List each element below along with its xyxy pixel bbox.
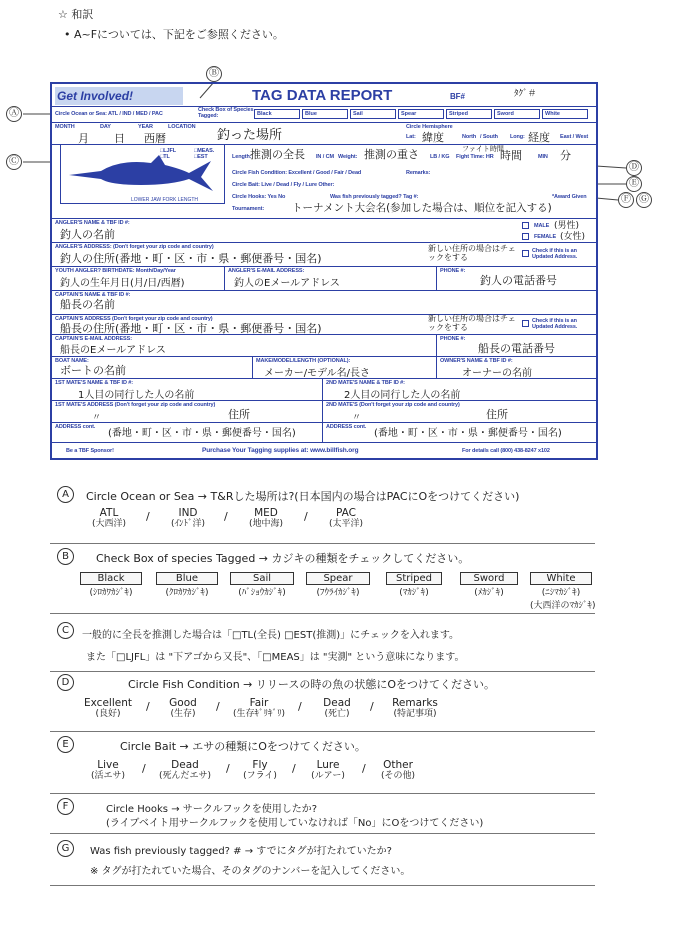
option-good: Good (生存) <box>169 697 197 719</box>
angler-email-value[interactable]: 釣人のEメールアドレス <box>234 278 340 289</box>
option-atl: ATL (大西洋) <box>91 507 127 529</box>
first-mate-address-value[interactable]: 住所 <box>228 408 250 421</box>
page-title: ☆ 和訳 <box>58 8 94 21</box>
species-striped: Striped (ﾏｶｼﾞｷ) <box>386 572 442 598</box>
species-blue: Blue (ｸﾛｶﾜｶｼﾞｷ) <box>156 572 218 598</box>
month-label: MONTH <box>55 124 75 130</box>
legend-f <box>50 798 595 834</box>
minutes-label: MIN <box>538 154 548 160</box>
species-spear-box[interactable]: Spear <box>398 109 444 119</box>
first-mate-ditto: 〃 <box>92 413 102 423</box>
option-remarks: Remarks (特記事項) <box>392 697 438 719</box>
instruction-note: • A~Fについては、下記をご参照ください。 <box>64 28 284 41</box>
option-fly: Fly (フライ) <box>243 759 277 781</box>
legend-g <box>50 840 595 886</box>
callout-b: Ⓑ <box>206 66 222 82</box>
hooks-label: Circle Hooks: Yes No <box>232 194 286 200</box>
first-mate-address-label: 1ST MATE'S ADDRESS (Don't forget your zip code and country) <box>55 402 216 408</box>
legend-b-circle: B <box>57 548 74 565</box>
option-dead: Dead (死亡) <box>323 697 351 719</box>
fight-minutes-value[interactable]: 分 <box>560 149 571 162</box>
legend-e-title: Circle Bait → エサの種類にOをつけてください。 <box>120 740 366 753</box>
callout-e: Ⓔ <box>626 176 642 192</box>
female-note: (女性) <box>560 232 586 242</box>
length-label: Length: <box>232 154 252 160</box>
updated-address-label: Check if this is an Updated Address. <box>532 248 578 260</box>
location-label: LOCATION <box>168 124 196 130</box>
tag-data-report-form: Get Involved! TAG DATA REPORT BF# ﾀｸﾞ＃ Circle Ocean or Sea: ATL / IND / MED / PAC Check Box of Species Tagged: Black Blue Sail Spear Striped Sword White MONTH DAY YEAR LOCATION 月 日 西暦 釣った場所 Circle Hemisphere Lat: 緯度 North / South Long: 経度 East / West LOWER JAW FORK LENGTH □LJFL □TL □MEAS. □EST Length: 推測の全長 IN / CM Weight: 推測の重さ LB / KG ファイト時間 Fight Time: HR 時間 MIN 分 Circle Fish Condition: Excellent / Good / Fair / Dead Remarks: Circle Bait: Live / Dead / Fly / Lure Other: Circle Hooks: Yes No Was fish previously tagged? Tag #: *Award Given Tournament: トーナメント大会名(参加した場合は、順位を記入する) ANGLER'S NAME & TBF ID #: 釣人の名前 MALE (男性) FEMALE (女性) ANGLER'S ADDRESS: (Don't forget your zip code and country) 釣人の住所(番地・町・区・市・県・郵便番号・国名) 新しい住所の場合はチェックをする Check if this is an Updated Address. YOUTH ANGLER? BIRTHDATE: Month/Day/Year 釣人の生年月日(月/日/西暦) ANGLER'S E-MAIL ADDRESS: 釣人のEメールアドレス PHONE #: 釣人の電話番号 CAPTAIN'S NAME & TBF ID #: 船長の名前 CAPTAIN'S ADDRESS (Don't forget your zip code and country) 船長の住所(番地・町・区・市・県・郵便番号・国名) 新しい住所の場合はチェックをする Check if this is an Updated Address. CAPTAIN'S E-MAIL ADDRESS: 船長のEメールアドレス PHONE #: 船長の電話番号 BOAT NAME: ボートの名前 MAKE/MODEL/LENGTH (OPTIONAL): メーカー/モデル名/長さ OWNER'S NAME & TBF ID #: オーナーの名前 1ST MATE'S NAME & TBF ID #: 1人目の同行した人の名前 2ND MATE'S NAME & TBF ID #: 2人目の同行した人の名前 1ST MATE'S ADDRESS (Don't forget your zip code and country) 〃 住所 2ND MATE'S (Don't forget your zip code and country) 〃 住所 ADDRESS cont. (番地・町・区・市・県・郵便番号・国名) ADDRESS cont. (番地・町・区・市・県・郵便番号・国名) Be a TBF Sponsor! Purchase Your Tagging supplies at: www.billfish.org For details call (800) 438-8247 x102 <box>50 82 598 460</box>
second-address-cont-label: ADDRESS cont. <box>326 424 367 430</box>
svg-text:LOWER JAW FORK LENGTH: LOWER JAW FORK LENGTH <box>131 197 199 203</box>
ljfl-checkbox-label[interactable]: □LJFL <box>160 148 176 154</box>
tl-checkbox-label[interactable]: □TL <box>160 154 170 160</box>
fight-time-note: ファイト時間 <box>462 145 504 153</box>
legend-c-circle: C <box>57 622 74 639</box>
legend-f-line1: Circle Hooks → サークルフックを使用したか? <box>106 804 318 815</box>
fight-time-label: Fight Time: HR <box>456 154 494 160</box>
captain-address-label: CAPTAIN'S ADDRESS (Don't forget your zip code and country) <box>55 316 213 322</box>
bait-label: Circle Bait: Live / Dead / Fly / Lure Other: <box>232 182 335 188</box>
captain-updated-address-note: 新しい住所の場合はチェックをする <box>428 314 516 332</box>
est-checkbox-label[interactable]: □EST <box>194 154 208 160</box>
species-sail-box[interactable]: Sail <box>350 109 396 119</box>
make-model-value[interactable]: メーカー/モデル名/長さ <box>264 368 371 379</box>
legend-g-line1: Was fish previously tagged? # → すでにタグが打たれていたか? <box>90 846 392 857</box>
male-checkbox[interactable] <box>522 222 529 229</box>
meas-checkbox-label[interactable]: □MEAS. <box>194 148 215 154</box>
sponsor-text: Be a TBF Sponsor! <box>66 448 114 454</box>
day-label: DAY <box>100 124 111 130</box>
captain-email-label: CAPTAIN'S E-MAIL ADDRESS: <box>55 336 132 342</box>
captain-updated-address-label: Check if this is an Updated Address. <box>532 318 578 330</box>
remarks-label: Remarks: <box>406 170 431 176</box>
legend-a-title: Circle Ocean or Sea → T&Rした場所は?(日本国内の場合はPACにOをつけてください) <box>86 490 520 503</box>
option-lure: Lure (ルアー) <box>311 759 345 781</box>
captain-name-value[interactable]: 船長の名前 <box>60 298 115 311</box>
legend-c-line2: また「□LJFL」は "下アゴから又長"、「□MEAS」は "実測" という意味になります。 <box>86 652 465 663</box>
captain-address-value[interactable]: 船長の住所(番地・町・区・市・県・郵便番号・国名) <box>60 322 322 335</box>
option-live: Live (活エサ) <box>90 759 126 781</box>
fight-hours-value[interactable]: 時間 <box>500 149 522 162</box>
first-address-cont-value[interactable]: (番地・町・区・市・県・郵便番号・国名) <box>108 428 296 439</box>
species-sail: Sail (ﾊﾞｼｮｳｶｼﾞｷ) <box>230 572 294 598</box>
phone-value[interactable]: 釣人の電話番号 <box>480 274 557 287</box>
species-striped-box[interactable]: Striped <box>446 109 492 119</box>
year-value[interactable]: 西暦 <box>144 132 166 145</box>
boat-name-value[interactable]: ボートの名前 <box>60 364 126 377</box>
supplies-text: Purchase Your Tagging supplies at: www.billfish.org <box>202 447 359 454</box>
option-med: MED (地中海) <box>248 507 284 529</box>
legend-g-circle: G <box>57 840 74 857</box>
owner-name-value[interactable]: オーナーの名前 <box>462 368 532 379</box>
second-mate-name-label: 2ND MATE'S NAME & TBF ID #: <box>326 380 405 386</box>
species-sword: Sword (ﾒｶｼﾞｷ) <box>460 572 518 598</box>
first-mate-name-label: 1ST MATE'S NAME & TBF ID #: <box>55 380 133 386</box>
second-mate-name-value[interactable]: 2人目の同行した人の名前 <box>344 390 461 401</box>
male-note: (男性) <box>554 221 580 231</box>
form-title: TAG DATA REPORT <box>252 87 393 104</box>
award-label: *Award Given <box>552 194 587 200</box>
option-ind: IND (ｲﾝﾄﾞ洋) <box>170 507 206 529</box>
callout-c: Ⓒ <box>6 154 22 170</box>
first-mate-name-value[interactable]: 1人目の同行した人の名前 <box>78 390 195 401</box>
species-black: Black (ｼﾛｶﾜｶｼﾞｷ) <box>80 572 142 598</box>
address-cont-label: ADDRESS cont. <box>55 424 96 430</box>
option-dead-bait: Dead (死んだエサ) <box>158 759 212 781</box>
north-label: North <box>462 134 477 140</box>
option-fair: Fair (生存ｷﾞﾘｷﾞﾘ) <box>232 697 286 719</box>
length-unit-label: IN / CM <box>316 154 334 160</box>
captain-email-value[interactable]: 船長のEメールアドレス <box>60 345 166 356</box>
legend-b <box>50 548 595 614</box>
angler-email-label: ANGLER'S E-MAIL ADDRESS: <box>228 268 305 274</box>
youth-angler-label: YOUTH ANGLER? BIRTHDATE: Month/Day/Year <box>55 268 176 274</box>
female-checkbox[interactable] <box>522 233 529 240</box>
species-spear: Spear (ﾌｳﾗｲｶｼﾞｷ) <box>306 572 370 598</box>
callout-d: Ⓓ <box>626 160 642 176</box>
species-blue-box[interactable]: Blue <box>302 109 348 119</box>
length-value[interactable]: 推測の全長 <box>250 148 305 161</box>
captain-phone-value[interactable]: 船長の電話番号 <box>478 342 555 355</box>
legend-f-line2: (ライブベイト用サークルフックを使用していなければ「No」にOをつけてください) <box>106 818 484 829</box>
species-label: Check Box of Species Tagged: <box>198 107 254 119</box>
updated-address-note: 新しい住所の場合はチェックをする <box>428 244 516 262</box>
legend-f-circle: F <box>57 798 74 815</box>
long-label: Long: <box>510 134 525 140</box>
long-value[interactable]: 経度 <box>528 131 550 144</box>
second-mate-address-value[interactable]: 住所 <box>486 408 508 421</box>
month-value[interactable]: 月 <box>78 132 89 145</box>
callout-f: Ⓕ <box>618 192 634 208</box>
second-mate-ditto: 〃 <box>352 413 362 423</box>
captain-phone-label: PHONE #: <box>440 336 466 342</box>
species-white-box[interactable]: White <box>542 109 588 119</box>
option-other: Other (その他) <box>380 759 416 781</box>
east-west-label: East / West <box>560 134 589 140</box>
boat-name-label: BOAT NAME: <box>55 358 89 364</box>
location-value[interactable]: 釣った場所 <box>217 128 283 143</box>
captain-name-label: CAPTAIN'S NAME & TBF ID #: <box>55 292 131 298</box>
callout-a: Ⓐ <box>6 106 22 122</box>
female-label: FEMALE <box>534 234 557 240</box>
legend-a: A Circle Ocean or Sea → T&Rした場所は?(日本国内の場合はPACにOをつけてください) ATL (大西洋) / IND (ｲﾝﾄﾞ洋) / MED (地中海) / PAC (太平洋) <box>50 484 595 544</box>
lat-label: Lat: <box>406 134 416 140</box>
get-involved-label: Get Involved! <box>55 87 183 105</box>
legend-d: D Circle Fish Condition → リリースの時の魚の状態にOをつけてください。 Excellent (良好) / Good (生存) / Fair (生存ｷﾞﾘｷﾞﾘ) / Dead (死亡) / Remarks (特記事項) <box>50 674 595 732</box>
angler-address-value[interactable]: 釣人の住所(番地・町・区・市・県・郵便番号・国名) <box>60 252 322 265</box>
bf-number-label: BF# <box>450 92 465 101</box>
tournament-value[interactable]: トーナメント大会名(参加した場合は、順位を記入する) <box>292 202 552 214</box>
legend-e-circle: E <box>57 736 74 753</box>
option-pac: PAC (太平洋) <box>328 507 364 529</box>
angler-address-label: ANGLER'S ADDRESS: (Don't forget your zip code and country) <box>55 244 214 250</box>
hemisphere-label: Circle Hemisphere <box>406 124 453 130</box>
phone-label: PHONE #: <box>440 268 466 274</box>
year-label: YEAR <box>138 124 153 130</box>
legend-d-title: Circle Fish Condition → リリースの時の魚の状態にOをつけてください。 <box>128 678 495 691</box>
angler-name-label: ANGLER'S NAME & TBF ID #: <box>55 220 130 226</box>
legend-e: E Circle Bait → エサの種類にOをつけてください。 Live (活エサ) / Dead (死んだエサ) / Fly (フライ) / Lure (ルアー) / Other (その他) <box>50 736 595 794</box>
birthdate-value[interactable]: 釣人の生年月日(月/日/西暦) <box>60 278 185 289</box>
option-excellent: Excellent (良好) <box>84 697 132 719</box>
legend-d-circle: D <box>57 674 74 691</box>
fish-condition-label: Circle Fish Condition: Excellent / Good / Fair / Dead <box>232 170 362 176</box>
species-black-box[interactable]: Black <box>254 109 300 119</box>
second-mate-address-label: 2ND MATE'S (Don't forget your zip code and country) <box>326 402 460 408</box>
weight-value[interactable]: 推測の重さ <box>364 148 419 161</box>
weight-label: Weight: <box>338 154 358 160</box>
species-white: White (ﾆｼﾏｶｼﾞｷ) (大西洋のﾏｶｼﾞｷ) <box>530 573 596 611</box>
owner-name-label: OWNER'S NAME & TBF ID #: <box>440 358 513 364</box>
legend-g-line2: ※ タグが打たれていた場合、そのタグのナンバーを記入してください。 <box>90 866 411 877</box>
previously-tagged-label: Was fish previously tagged? Tag #: <box>330 194 419 200</box>
second-address-cont-value[interactable]: (番地・町・区・市・県・郵便番号・国名) <box>374 428 562 439</box>
male-label: MALE <box>534 223 550 229</box>
south-label: / South <box>480 134 498 140</box>
legend-c-line1: 一般的に全長を推測した場合は「□TL(全長) □EST(推測)」にチェックを入れます。 <box>82 630 460 641</box>
legend-b-title: Check Box of species Tagged → カジキの種類をチェックしてください。 <box>96 552 470 565</box>
updated-address-checkbox[interactable] <box>522 250 529 257</box>
lat-value[interactable]: 緯度 <box>422 131 444 144</box>
tournament-label: Tournament: <box>232 206 265 212</box>
legend-c <box>50 620 595 672</box>
callout-g: Ⓖ <box>636 192 652 208</box>
captain-updated-address-checkbox[interactable] <box>522 320 529 327</box>
details-text: For details call (800) 438-8247 x102 <box>462 448 550 454</box>
species-sword-box[interactable]: Sword <box>494 109 540 119</box>
legend-a-circle: A <box>57 486 74 503</box>
angler-name-value[interactable]: 釣人の名前 <box>60 228 115 241</box>
make-model-label: MAKE/MODEL/LENGTH (OPTIONAL): <box>256 358 351 364</box>
day-value[interactable]: 日 <box>114 132 125 145</box>
weight-unit-label: LB / KG <box>430 154 450 160</box>
ocean-label: Circle Ocean or Sea: ATL / IND / MED / PAC <box>55 111 163 117</box>
